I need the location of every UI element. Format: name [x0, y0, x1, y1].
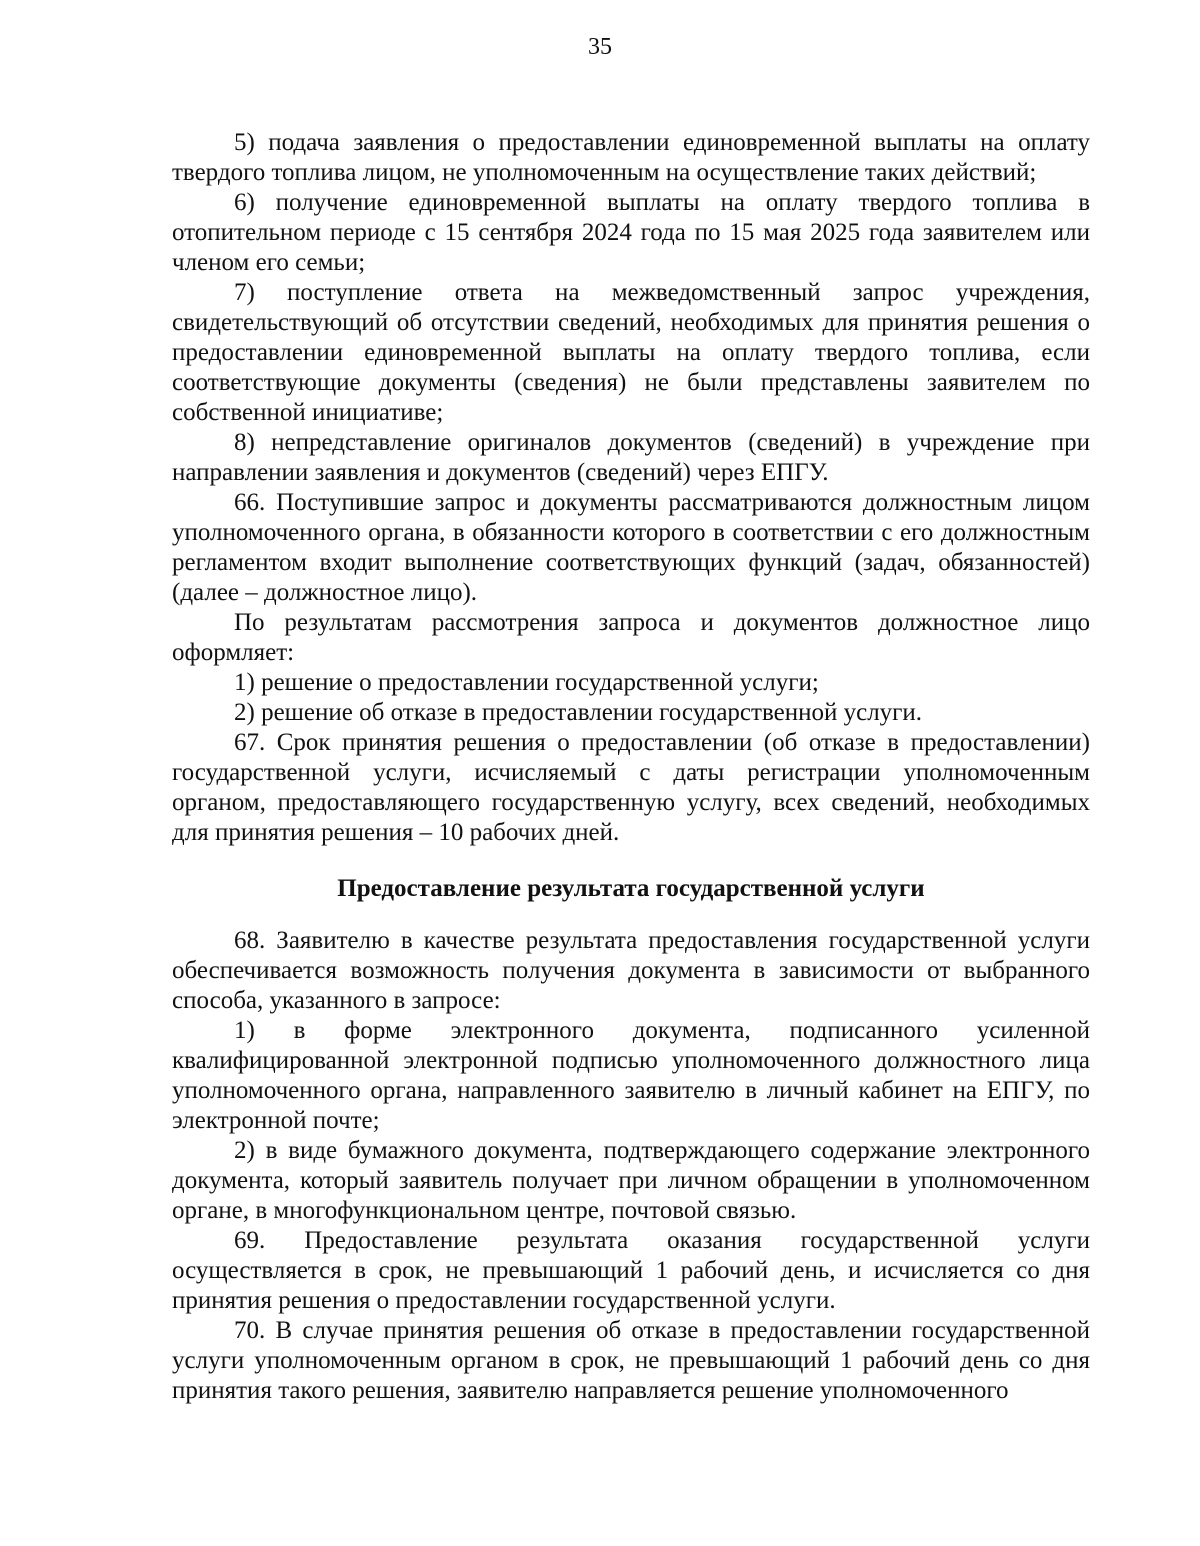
paragraph-item-5: 5) подача заявления о предоставлении единовременной выплаты на оплату твердого топлива лицом, не уполномоченным на осуществление таких действий; — [172, 129, 1090, 186]
paragraph-decision-grant: 1) решение о предоставлении государственной услуги; — [234, 669, 819, 696]
paragraph-item-8: 8) непредставление оригиналов документов (сведений) в учреждение при направлении заявления и документов (сведений) через ЕПГУ. — [172, 429, 1090, 486]
paragraph-decision-refuse: 2) решение об отказе в предоставлении государственной услуги. — [234, 699, 923, 726]
paragraph-66: 66. Поступившие запрос и документы рассматриваются должностным лицом уполномоченного органа, в обязанности которого в соответствии с его должностным регламентом входит выполнение соответствующих функций (задач, обязанностей) (далее – должностное лицо). — [172, 489, 1090, 606]
paragraph-item-7: 7) поступление ответа на межведомственный запрос учреждения, свидетельствующий об отсутствии сведений, необходимых для принятия решения о предоставлении единовременной выплаты на оплату твердого топлива, если соответствующие документы (сведения) не были представлены заявителем по собственной инициативе; — [172, 279, 1090, 426]
paragraph-68-item-2: 2) в виде бумажного документа, подтверждающего содержание электронного документа, который заявитель получает при личном обращении в уполномоченном органе, в многофункциональном центре, почтовой связью. — [172, 1137, 1090, 1224]
section-heading: Предоставление результата государственной услуги — [337, 875, 925, 902]
paragraph-item-6: 6) получение единовременной выплаты на оплату твердого топлива в отопительном периоде с 15 сентября 2024 года по 15 мая 2025 года заявителем или членом его семьи; — [172, 189, 1090, 276]
page-number: 35 — [588, 34, 612, 60]
paragraph-68: 68. Заявителю в качестве результата предоставления государственной услуги обеспечивается возможность получения документа в зависимости от выбранного способа, указанного в запросе: — [172, 927, 1090, 1014]
paragraph-68-item-1: 1) в форме электронного документа, подписанного усиленной квалифицированной электронной подписью уполномоченного должностного лица уполномоченного органа, направленного заявителю в личный кабинет на ЕПГУ, по электронной почте; — [172, 1017, 1090, 1134]
paragraph-70: 70. В случае принятия решения об отказе в предоставлении государственной услуги уполномоченным органом в срок, не превышающий 1 рабочий день со дня принятия такого решения, заявителю направляется решение уполномоченного — [172, 1317, 1090, 1404]
paragraph-results-intro: По результатам рассмотрения запроса и документов должностное лицо оформляет: — [172, 609, 1090, 666]
paragraph-69: 69. Предоставление результата оказания государственной услуги осуществляется в срок, не превышающий 1 рабочий день, и исчисляется со дня принятия решения о предоставлении государственной услуги. — [172, 1227, 1090, 1314]
paragraph-67: 67. Срок принятия решения о предоставлении (об отказе в предоставлении) государственной услуги, исчисляемый с даты регистрации уполномоченным органом, предоставляющего государственную услугу, всех сведений, необходимых для принятия решения – 10 рабочих дней. — [172, 729, 1090, 846]
document-body — [172, 128, 1090, 1406]
